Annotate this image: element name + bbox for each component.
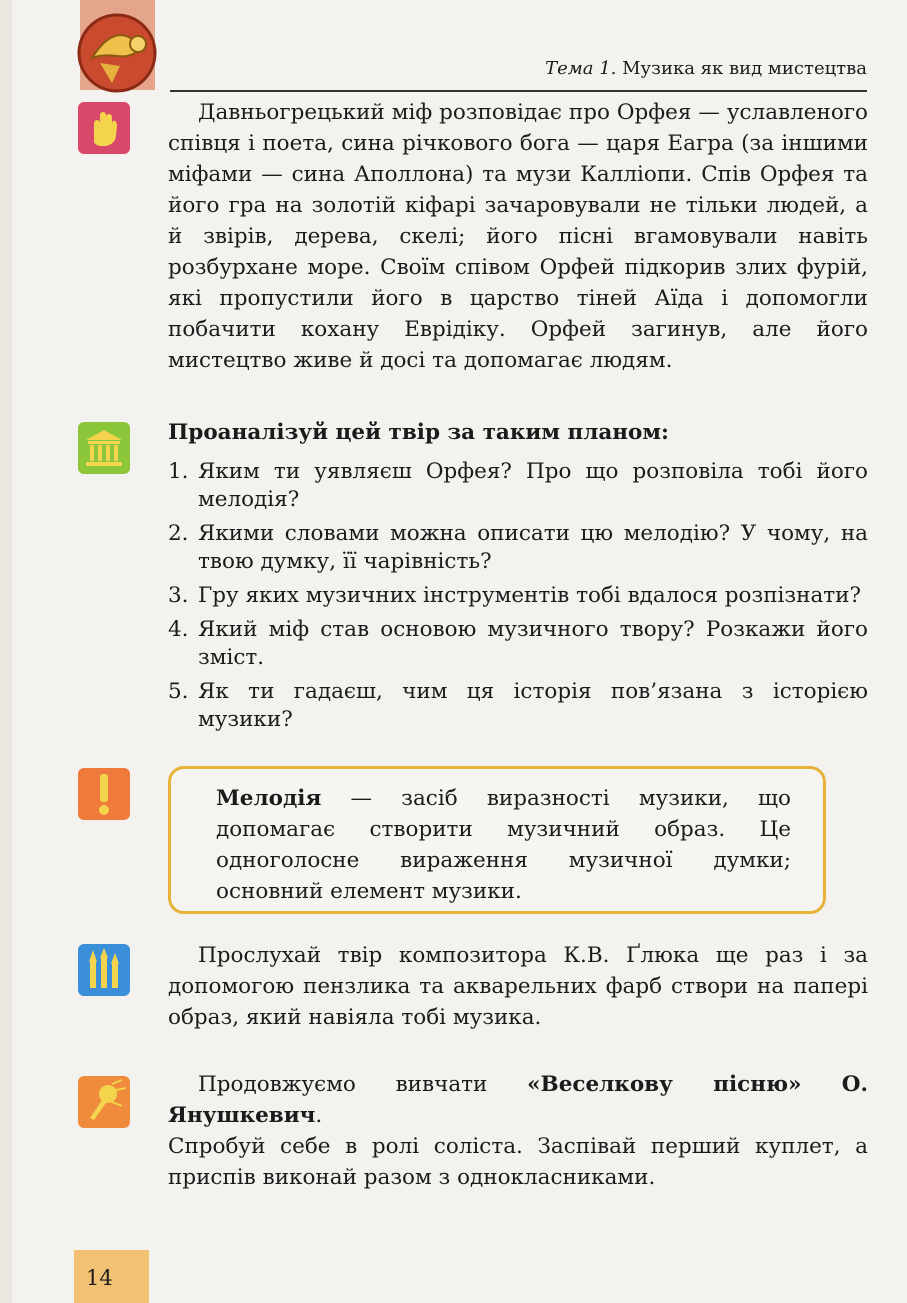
microphone-icon (78, 1076, 130, 1128)
list-item: 4. Який міф став основою музичного твору? Розкажи його зміст. (168, 617, 868, 670)
exclamation-icon (78, 768, 130, 820)
page-number: 14 (86, 1266, 113, 1290)
header-topic: Тема 1. (545, 58, 617, 79)
definition-text (216, 783, 791, 907)
header-rule (170, 90, 867, 92)
analysis-questions (168, 458, 868, 740)
list-item: 2. Якими словами можна описати цю мелодію? У чому, на твою думку, її чарівність? (168, 521, 868, 574)
definition-box (168, 766, 826, 914)
list-item: 5. Як ти гадаєш, чим ця історія пов’язана з історією музики? (168, 679, 868, 732)
intro-text (168, 97, 868, 376)
page-edge (0, 0, 12, 1303)
header-title: Музика як вид мистецтва (622, 58, 867, 79)
song-title: «Веселкову пісню» О. Янушкевич (168, 1072, 868, 1128)
list-item: 1. Яким ти уявляєш Орфея? Про що розповіла тобі його мелодія? (168, 459, 868, 512)
analysis-heading: Проаналізуй цей твір за таким планом: (168, 420, 669, 445)
definition-body: — засіб виразності музики, що допомагає створити музичний образ. Це одноголосне вираження музичної думки; основний елемент музики. (216, 786, 791, 904)
page-header (545, 58, 867, 79)
temple-icon (78, 422, 130, 474)
intro-paragraph: Давньогрецький міф розповідає про Орфея — уславленого співця і поета, сина річкового бога — царя Еагра (за іншими міфами — сина Аполлона) та музи Калліопи. Спів Орфея та його гра на золотій кіфарі зачаровували не тільки людей, а й звірів, дерева, скелі; його пісні вгамовували навіть розбурхане море. Своїм співом Орфей підкорив злих фурій, які пропустили його в царство тіней Аїда і допомогли побачити кохану Еврідіку. Орфей загинув, але його мистецтво живе й досі та допомагає людям. (168, 100, 868, 373)
list-item: 3. Гру яких музичних інструментів тобі вдалося розпізнати? (168, 583, 862, 608)
singing-task: Продовжуємо вивчати «Веселкову пісню» О. Янушкевич. Спробуй себе в ролі соліста. Заспівай перший куплет, а приспів виконай разом з однокласниками. (168, 1072, 868, 1190)
singing-task-text (168, 1069, 868, 1193)
hand-icon (78, 102, 130, 154)
definition-term: Мелодія (216, 786, 322, 811)
horn-emblem-icon (72, 8, 162, 98)
page-number-box (74, 1250, 149, 1303)
drawing-task-text (168, 940, 868, 1033)
brushes-icon (78, 944, 130, 996)
drawing-task: Прослухай твір композитора К.В. Ґлюка ще раз і за допомогою пензлика та акварельних фарб створи на папері образ, який навіяла тобі музика. (168, 943, 868, 1030)
